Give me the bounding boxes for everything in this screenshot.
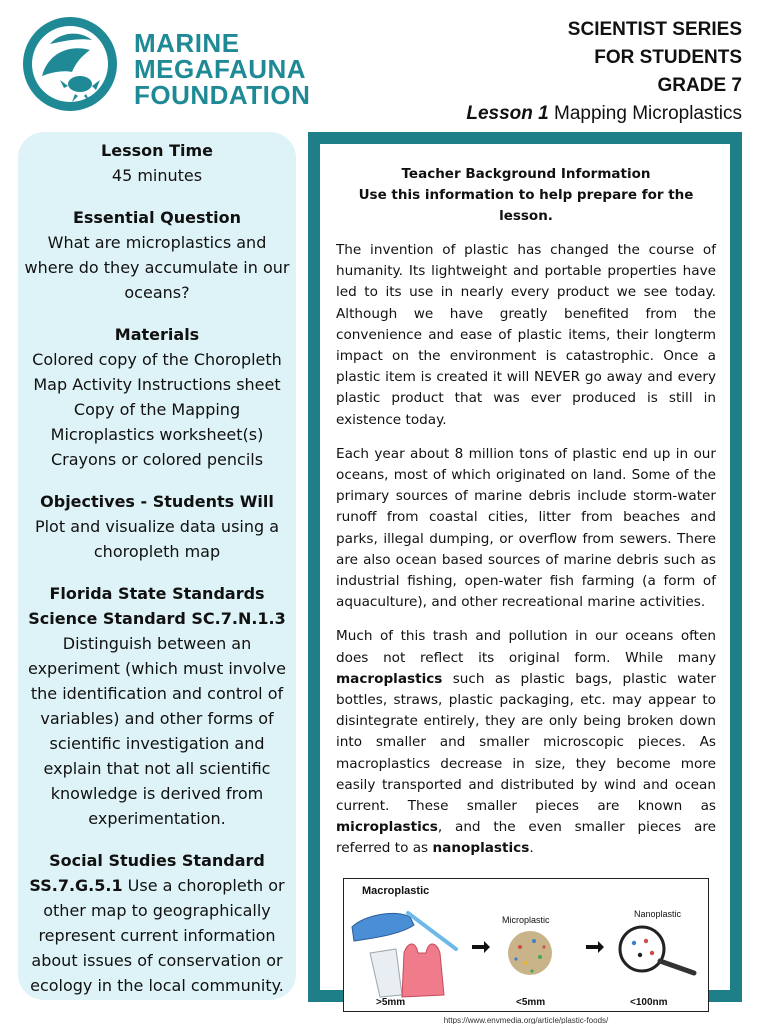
lesson-number: Lesson 1 [466, 103, 549, 124]
teacher-background-content [320, 144, 730, 1024]
background-paragraph-1: The invention of plastic has changed the course of humanity. Its lightweight and portable properties have led to its use in nearly every product we see today. Although we have greatly benefited from the convenience and ease of plastic items, their longterm impact on the environment is catastrophic. Once a plastic item is created it will NEVER go away and every plastic product that was ever produced is still in existence today. [336, 242, 716, 428]
lesson-time-title: Lesson Time [101, 141, 213, 160]
essential-question-section [22, 205, 292, 305]
lesson-heading [466, 100, 742, 128]
macroplastics-term: macroplastics [336, 670, 443, 687]
foundation-name [134, 30, 310, 108]
background-heading: Teacher Background Information [401, 166, 651, 182]
logo-line-1: MARINE [134, 28, 240, 58]
grade-label: GRADE 7 [657, 75, 742, 96]
nanoplastic-label: Nanoplastic [634, 908, 682, 919]
essential-question-text: What are microplastics and where do they accumulate in our oceans? [24, 233, 290, 302]
lesson-title: Mapping Microplastics [554, 103, 742, 124]
microplastic-pile-icon [508, 931, 552, 975]
social-studies-code: SS.7.G.5.1 [29, 876, 123, 895]
para3-part: , and the even smaller pieces are referred to as [336, 819, 716, 857]
background-paragraph-2: Each year about 8 million tons of plastic end up in our oceans, most of which originated on land. Some of the primary sources of marine debris include storm-water runoff from coastal cities, litter from beaches and parks, illegal dumping, or overflow from sewers. There are also ocean based sources of marine debris such as industrial fishing, open-water fish farming (a form of aquaculture), and other recreational marine activities. [336, 445, 716, 611]
teacher-background-box [308, 132, 742, 1024]
macroplastic-label: Macroplastic [362, 884, 430, 897]
microplastic-size: <5mm [516, 996, 546, 1008]
materials-item: Crayons or colored pencils [50, 450, 264, 469]
plastic-cup-icon [370, 949, 402, 997]
arrow-right-icon [586, 941, 604, 953]
logo-line-2: MEGAFAUNA [134, 54, 307, 84]
series-line-2: FOR STUDENTS [594, 47, 742, 68]
plastic-bottle-icon [352, 913, 414, 941]
arrow-right-icon [472, 941, 490, 953]
plastic-bag-icon [402, 944, 444, 997]
para3-part: Much of this trash and pollution in our oceans often does not reflect its original form. While many [336, 628, 716, 666]
plastic-illustration [344, 879, 710, 1013]
florida-standards-title: Florida State Standards [49, 584, 265, 603]
materials-item: Colored copy of the Choropleth Map Activity Instructions sheet [32, 350, 282, 394]
series-line-1: SCIENTIST SERIES [567, 19, 742, 40]
background-subheading: Use this information to help prepare for the lesson. [358, 187, 694, 224]
materials-section [22, 322, 292, 472]
microplastics-term: microplastics [336, 819, 438, 836]
florida-standards-section [22, 581, 292, 831]
social-studies-description: Use a choropleth or other map to geographically represent current information about issues of conservation or ecology in the local community. [30, 876, 285, 995]
lesson-time-section [22, 138, 292, 188]
figure-source-caption: https://www.envmedia.org/article/plastic-foods/ [443, 1015, 609, 1024]
para3-part: such as plastic bags, plastic water bottles, straws, plastic packaging, etc. may appear to disintegrate entirely, they are only being broken down into smaller and smaller microscopic pieces. As macroplastics decrease in size, they become more easily transported and distributed by wind and ocean current. These smaller pieces are known as [336, 670, 716, 815]
objectives-title: Objectives - Students Will [40, 492, 274, 511]
logo-line-3: FOUNDATION [134, 80, 311, 110]
plastic-size-figure [343, 878, 709, 1012]
lesson-time-value: 45 minutes [111, 166, 203, 185]
nanoplastics-term: nanoplastics [432, 840, 530, 857]
objectives-text: Plot and visualize data using a choropleth map [34, 517, 280, 561]
para3-part: . [529, 840, 534, 857]
background-paragraph-3 [336, 626, 716, 859]
nanoplastic-size: <100nm [630, 996, 668, 1008]
microplastic-label: Microplastic [502, 914, 550, 925]
social-studies-section [22, 848, 292, 998]
macroplastic-size: >5mm [376, 996, 406, 1008]
objectives-section [22, 489, 292, 564]
series-header [466, 16, 742, 128]
magnifying-glass-icon [620, 927, 694, 973]
essential-question-title: Essential Question [72, 208, 242, 227]
lesson-sidebar [18, 132, 296, 1000]
social-studies-text [22, 873, 292, 998]
foundation-logo-icon [20, 14, 120, 114]
science-standard-code: Science Standard SC.7.N.1.3 [28, 609, 286, 628]
materials-title: Materials [114, 325, 200, 344]
science-standard-text: Distinguish between an experiment (which must involve the identification and control of variables) and other forms of scientific investigation and explain that not all scientific knowledge is derived from experimentation. [28, 634, 286, 828]
materials-item: Copy of the Mapping Microplastics worksheet(s) [50, 400, 264, 444]
social-studies-title: Social Studies Standard [49, 851, 265, 870]
